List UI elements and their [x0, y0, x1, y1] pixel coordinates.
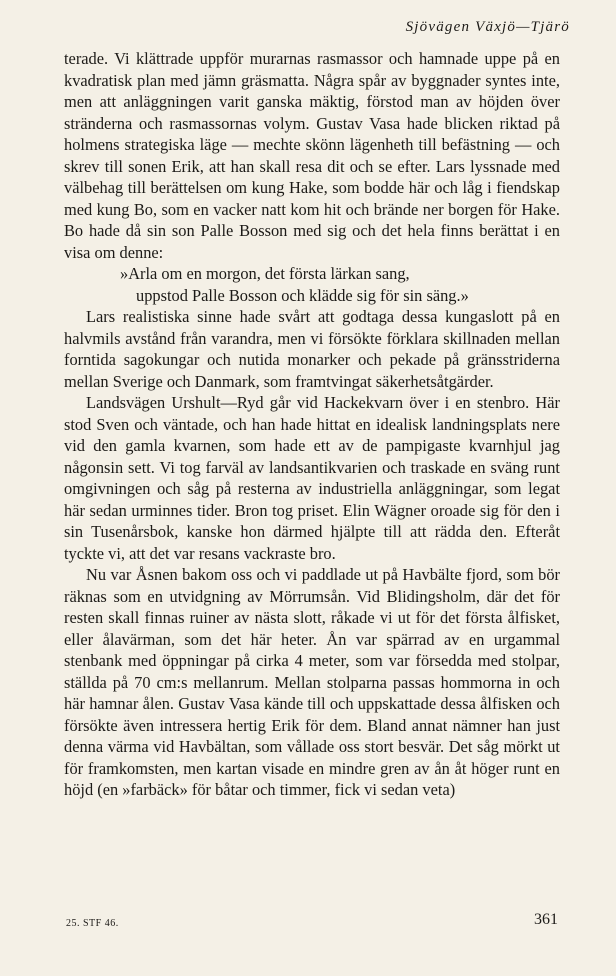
page-number: 361: [534, 911, 558, 928]
paragraph: Landsvägen Urshult—Ryd går vid Hackekvarn över i en stenbro. Här stod Sven och väntade, och han hade hittat en idealisk landningsplats nere vid den gamla kvarnen, som hade ett av de pampigaste kvarnhjul jag någonsin sett. Vi tog farväl av landsantikvarien och traskade en sväng runt omgivningen och såg på resterna av industriella anläggningar, som legat här sedan urminnes tider. Bron tog priset. Elin Wägner oroade sig för den i sin Tusenårsbok, kanske hon därmed hjälpte till att rädda den. Efteråt tyckte vi, att det var resans vackraste bro.: [64, 393, 560, 563]
running-header: Sjövägen Växjö—Tjärö: [405, 19, 570, 35]
body-text: [64, 48, 560, 801]
paragraph: terade. Vi klättrade uppför murarnas rasmassor och hamnade uppe på en kvadratisk plan med jämn gräsmatta. Några spår av byggnader syntes inte, men att anläggningen varit ganska mäktig, förstod man av höjden över stränderna och rasmassornas volym. Gustav Vasa hade blicken riktad på holmens strategiska läge — mechte skönn lägenheth till befästning — och skrev till sonen Erik, att han skall resa dit och se efter. Lars lyssnade med välbehag till berättelsen om kung Hake, som bodde här och låg i fiendskap med kung Bo, som en vacker natt kom hit och brände ner borgen för Hake. Bo hade då sin son Palle Bosson med sig och det hela finns berättat i en visa om denne:: [64, 49, 560, 262]
verse-line: »Arla om en morgon, det första lärkan sang,: [120, 264, 410, 283]
paragraph: Nu var Åsnen bakom oss och vi paddlade ut på Havbälte fjord, som bör räknas som en utvidgning av Mörrumsån. Vid Blidingsholm, där det för resten skall finnas ruiner av nästa slott, råkade vi ut för det första ålfisket, eller ålavärman, som det här heter. Ån var spärrad av en urgammal stenbank med öppningar på cirka 4 meter, som var försedda med stolpar, ställda på 70 cm:s mellanrum. Mellan stolparna passas hommorna in och här hamnar ålen. Gustav Vasa kände till och uppskattade dessa ålfisken och försökte även intressera hertig Erik för dem. Bland annat nämner han just denna värma vid Havbältan, som vållade oss stort besvär. Det såg mörkt ut för framkomsten, men kartan visade en mindre gren av ån åt höger runt en höjd (en »farbäck» för båtar och timmer, fick vi sedan veta): [64, 565, 560, 799]
verse-line: uppstod Palle Bosson och klädde sig för sin säng.»: [136, 285, 469, 305]
printer-signature: 25. STF 46.: [66, 918, 119, 929]
paragraph: Lars realistiska sinne hade svårt att godtaga dessa kungaslott på en halvmils avstånd från varandra, men vi försökte förklara skillnaden mellan forntida sagokungar och nutida monarker och pekade på gränsstriderna mellan Sverige och Danmark, som framtvingat säkerhetsåtgärder.: [64, 307, 560, 391]
